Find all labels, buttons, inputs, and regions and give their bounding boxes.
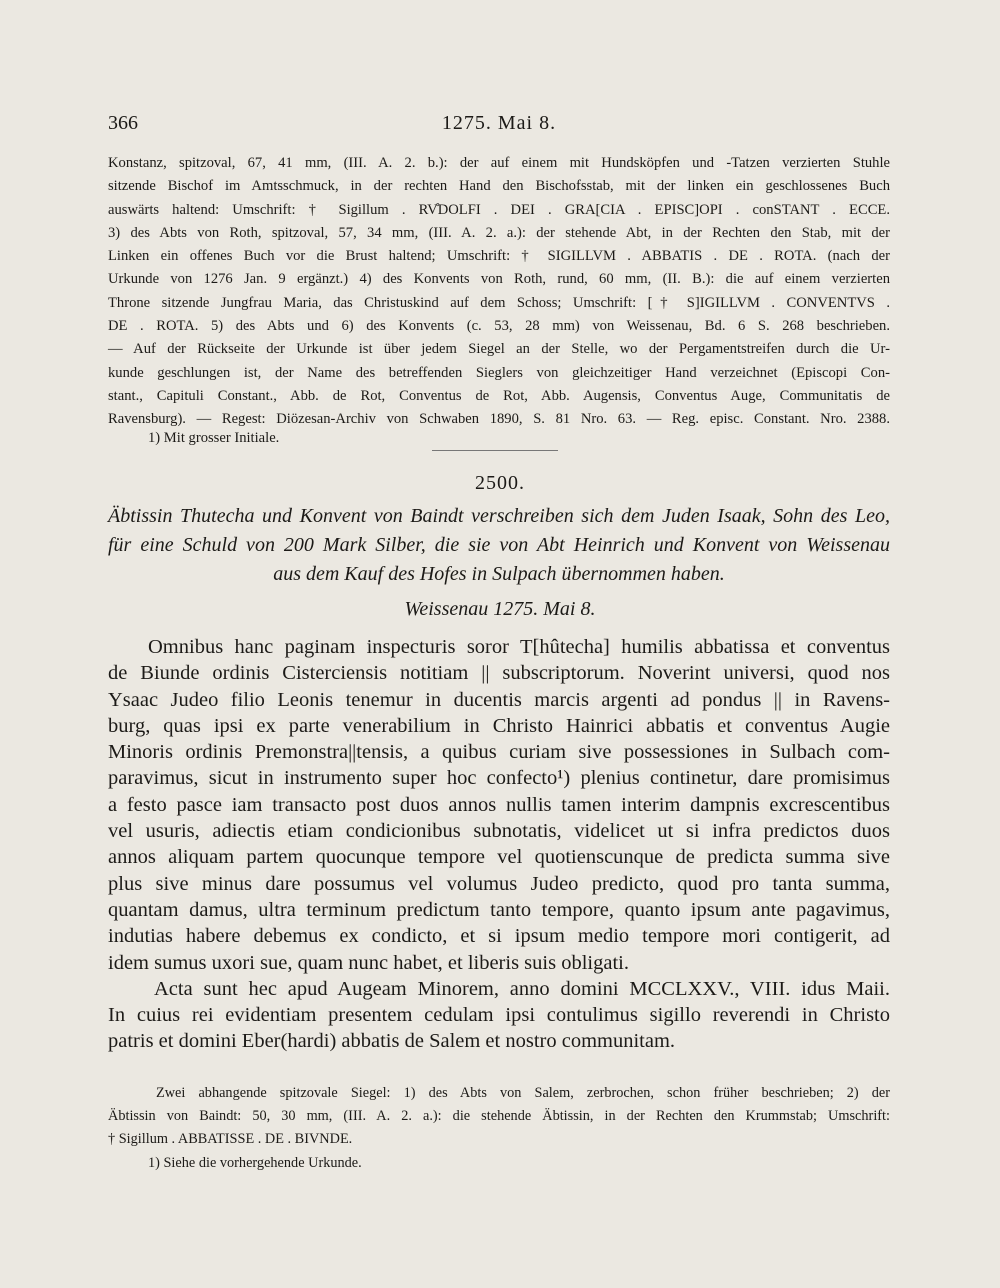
body-line: vel usuris, adiectis etiam condicionibus subnotatis, videlicet ut si infra predictos duos bbox=[108, 820, 890, 843]
seal-line: Zwei abhangende spitzovale Siegel: 1) des Abts von Salem, zerbrochen, schon früher beschrieben; 2) der bbox=[156, 1085, 890, 1101]
seal-line: Äbtissin von Baindt: 50, 30 mm, (III. A. 2. a.): die stehende Äbtissin, in der Rechten den Krummstab; Umschrift: bbox=[108, 1108, 890, 1124]
section-divider bbox=[432, 450, 558, 451]
body-line: quantam damus, ultra terminum predictum tanto tempore, quanto ipsum ante pagavimus, bbox=[108, 898, 890, 921]
regest-line: für eine Schuld von 200 Mark Silber, die sie von Abt Heinrich und Konvent von Weissenau bbox=[108, 534, 890, 556]
notes-line: stant., Capituli Constant., Abb. de Rot, Conventus de Rot, Abb. Augensis, Conventus Auge, Communitatis de bbox=[108, 387, 890, 404]
body-line: de Biunde ordinis Cisterciensis notitiam || subscriptorum. Noverint universi, quod nos bbox=[108, 662, 890, 685]
body-line: Omnibus hanc paginam inspecturis soror T[hûtecha] humilis abbatissa et conventus bbox=[148, 636, 890, 658]
body-line: a festo pasce iam transacto post duos annos nullis tamen interim dampnis excrescentibus bbox=[108, 793, 890, 816]
body-line: burg, quas ipsi ex parte venerabilium in Christo Hainrici abbatis et conventus Augie bbox=[108, 714, 890, 737]
body-line: In cuius rei evidentiam presentem cedulam ipsi contulimus sigillo reverendi in Christo bbox=[108, 1004, 890, 1027]
page-header bbox=[108, 112, 890, 142]
seal-line: † Sigillum . ABBATISSE . DE . BIVNDE. bbox=[108, 1131, 353, 1147]
body-line: Ysaac Judeo filio Leonis tenemur in ducentis marcis argenti ad pondus || in Ravens- bbox=[108, 688, 890, 711]
page-number: 366 bbox=[108, 112, 138, 134]
notes-line: Urkunde von 1276 Jan. 9 ergänzt.) 4) des Konvents von Roth, rund, 60 mm, (II. B.): die auf einem verzierten bbox=[108, 271, 890, 288]
charter-text bbox=[108, 634, 890, 1055]
body-line: indutias habere debemus ex condicto, et si ipsum medio tempore mori contigerit, ad bbox=[108, 925, 890, 948]
body-line: patris et domini Eber(hardi) abbatis de Salem et nostro communitam. bbox=[108, 1030, 676, 1053]
footnote-top: 1) Mit grosser Initiale. bbox=[148, 430, 280, 446]
seal-notes bbox=[108, 152, 890, 432]
body-line: paravimus, sicut in instrumento super hoc confecto¹) plenius continetur, dare promisimus bbox=[108, 767, 890, 790]
regest-line: aus dem Kauf des Hofes in Sulpach übernommen haben. bbox=[273, 563, 725, 585]
footnote-bottom: 1) Siehe die vorhergehende Urkunde. bbox=[148, 1155, 362, 1171]
notes-line: kunde geschlungen ist, der Name des betreffenden Sieglers von gleichzeitiger Hand verzeichnet (Episcopi Con- bbox=[108, 364, 890, 381]
notes-line: Throne sitzende Jungfrau Maria, das Christuskind auf dem Schoss; Umschrift: [† S]IGILLVM . CONVENTVS . bbox=[108, 294, 890, 311]
notes-line: 3) des Abts von Roth, spitzoval, 57, 34 mm, (III. A. 2. a.): der stehende Abt, in der Rechten den Stab, mit der bbox=[108, 224, 890, 241]
body-line: Minoris ordinis Premonstra||tensis, a quibus curiam sive possessiones in Sulbach com- bbox=[108, 741, 890, 764]
notes-line: — Auf der Rückseite der Urkunde ist über jedem Siegel an der Stelle, wo der Pergamentstreifen durch die Ur- bbox=[108, 341, 890, 358]
notes-line: DE . ROTA. 5) des Abts und 6) des Konvents (c. 53, 28 mm) von Weissenau, Bd. 6 S. 268 beschrieben. bbox=[108, 318, 890, 335]
notes-line: auswärts haltend: Umschrift: † Sigillum . RV̊DOLFI . DEI . GRA[CIA . EPISC]OPI . conSTANT . ECCE. bbox=[108, 201, 890, 218]
notes-line: Ravensburg). — Regest: Diözesan-Archiv von Schwaben 1890, S. 81 Nro. 63. — Reg. episc. Constant. Nro. 2388. bbox=[108, 411, 890, 428]
document-number: 2500. bbox=[475, 472, 525, 494]
notes-line: Linken ein offenes Buch vor die Brust haltend; Umschrift: † SIGILLVM . ABBATIS . DE . ROTA. (nach der bbox=[108, 248, 890, 265]
header-date: 1275. Mai 8. bbox=[441, 112, 557, 134]
notes-line: sitzende Bischof im Amtsschmuck, in der rechten Hand den Bischofsstab, mit der linken ein geschlossenes Buch bbox=[108, 178, 890, 195]
regest-line: Äbtissin Thutecha und Konvent von Baindt verschreiben sich dem Juden Isaak, Sohn des Leo, bbox=[108, 505, 890, 527]
body-line: idem sumus uxori sue, quam nunc habet, et liberis suis obligati. bbox=[108, 951, 629, 974]
notes-line: Konstanz, spitzoval, 67, 41 mm, (III. A. 2. b.): der auf einem mit Hundsköpfen und -Tatzen verzierten Stuhle bbox=[108, 155, 890, 171]
regest-summary bbox=[108, 502, 890, 589]
body-line: Acta sunt hec apud Augeam Minorem, anno domini MCCLXXV., VIII. idus Maii. bbox=[154, 977, 890, 1000]
seal-description bbox=[108, 1082, 890, 1151]
body-line: plus sive minus dare possumus vel volumus Judeo predicto, quod pro tanta summa, bbox=[108, 872, 890, 895]
body-line: annos aliquam partem quocunque tempore vel quotienscunque de predicta summa sive bbox=[108, 846, 890, 869]
place-date: Weissenau 1275. Mai 8. bbox=[404, 598, 596, 620]
